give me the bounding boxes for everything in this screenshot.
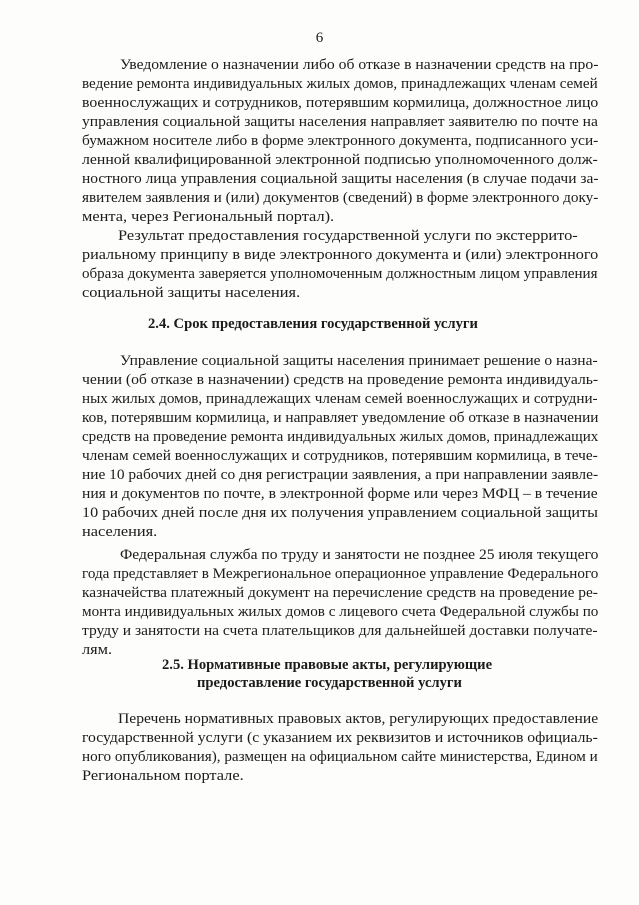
text-line: ленной квалифицированной электронной подписью уполномоченного долж- xyxy=(82,152,598,168)
text-line: населения. xyxy=(82,524,158,540)
heading-line: 2.5. Нормативные правовые акты, регулирующие xyxy=(162,657,493,673)
text-line: бумажном носителе либо в форме электронного документа, подписанного уси- xyxy=(82,133,599,149)
text-line: года представляет в Межрегиональное операционное управление Федерального xyxy=(82,566,599,582)
text-line: социальной защиты населения. xyxy=(82,285,301,301)
text-line: ния и документов по почте, в электронной форме или через МФЦ – в течение xyxy=(82,486,598,502)
text-line: средств на проведение ремонта индивидуальных жилых домов, принадлежащих xyxy=(82,429,599,445)
text-line: монта индивидуальных жилых домов с лицевого счета Федеральной службы по xyxy=(82,604,599,620)
text-line: Перечень нормативных правовых актов, регулирующих предоставление xyxy=(118,711,599,727)
text-line: ного опубликования), размещен на официальном сайте министерства, Едином и xyxy=(82,749,598,765)
text-line: лям. xyxy=(82,642,113,658)
text-line: явителем заявления и (или) документов (сведений) в форме электронного доку- xyxy=(82,190,599,206)
text-line: Уведомление о назначении либо об отказе в назначении средств на про- xyxy=(120,57,599,73)
section-heading-2-4: 2.4. Срок предоставления государственной услуги xyxy=(148,316,478,332)
text-line: ведение ремонта индивидуальных жилых домов, принадлежащих членам семей xyxy=(82,76,598,92)
text-line: управления социальной защиты населения направляет заявителю по почте на xyxy=(82,114,598,130)
text-line: военнослужащих и сотрудников, потерявшим кормилица, должностное лицо xyxy=(82,95,599,111)
text-line: 10 рабочих дней после дня их получения управлением социальной защиты xyxy=(82,505,598,521)
text-line: Федеральная служба по труду и занятости не позднее 25 июля текущего xyxy=(120,547,599,563)
text-line: мента, через Региональный портал). xyxy=(82,209,335,225)
text-line: Результат предоставления государственной услуги по экстеррито- xyxy=(118,228,578,244)
text-line: ных жилых домов, принадлежащих членам семей военнослужащих и сотрудни- xyxy=(82,391,598,407)
heading-line: предоставление государственной услуги xyxy=(197,675,462,691)
text-line: ков, потерявшим кормилица, и направляет уведомление об отказе в назначении xyxy=(82,410,599,426)
text-line: чении (об отказе в назначении) средств на проведение ремонта индивидуаль- xyxy=(82,372,599,388)
text-line: членам семей военнослужащих и сотрудников, потерявшим кормилица, в тече- xyxy=(82,448,598,464)
text-line: казначейства платежный документ на перечисление средств на проведение ре- xyxy=(82,585,598,601)
text-line: риальному принципу в виде электронного документа и (или) электронного xyxy=(82,247,599,263)
text-line: ние 10 рабочих дней со дня регистрации заявления, а при направлении заявле- xyxy=(82,467,599,483)
text-line: труду и занятости на счета плательщиков для дальнейшей доставки получате- xyxy=(82,623,598,639)
text-line: Управление социальной защиты населения принимает решение о назна- xyxy=(120,353,598,369)
page-number: 6 xyxy=(315,30,324,46)
text-line: ностного лица управления социальной защиты населения (в случае подачи за- xyxy=(82,171,599,187)
text-line: государственной услуги (с указанием их реквизитов и источников официаль- xyxy=(82,730,598,746)
text-line: образа документа заверяется уполномоченным должностным лицом управления xyxy=(82,266,598,282)
text-line: Региональном портале. xyxy=(82,768,244,784)
